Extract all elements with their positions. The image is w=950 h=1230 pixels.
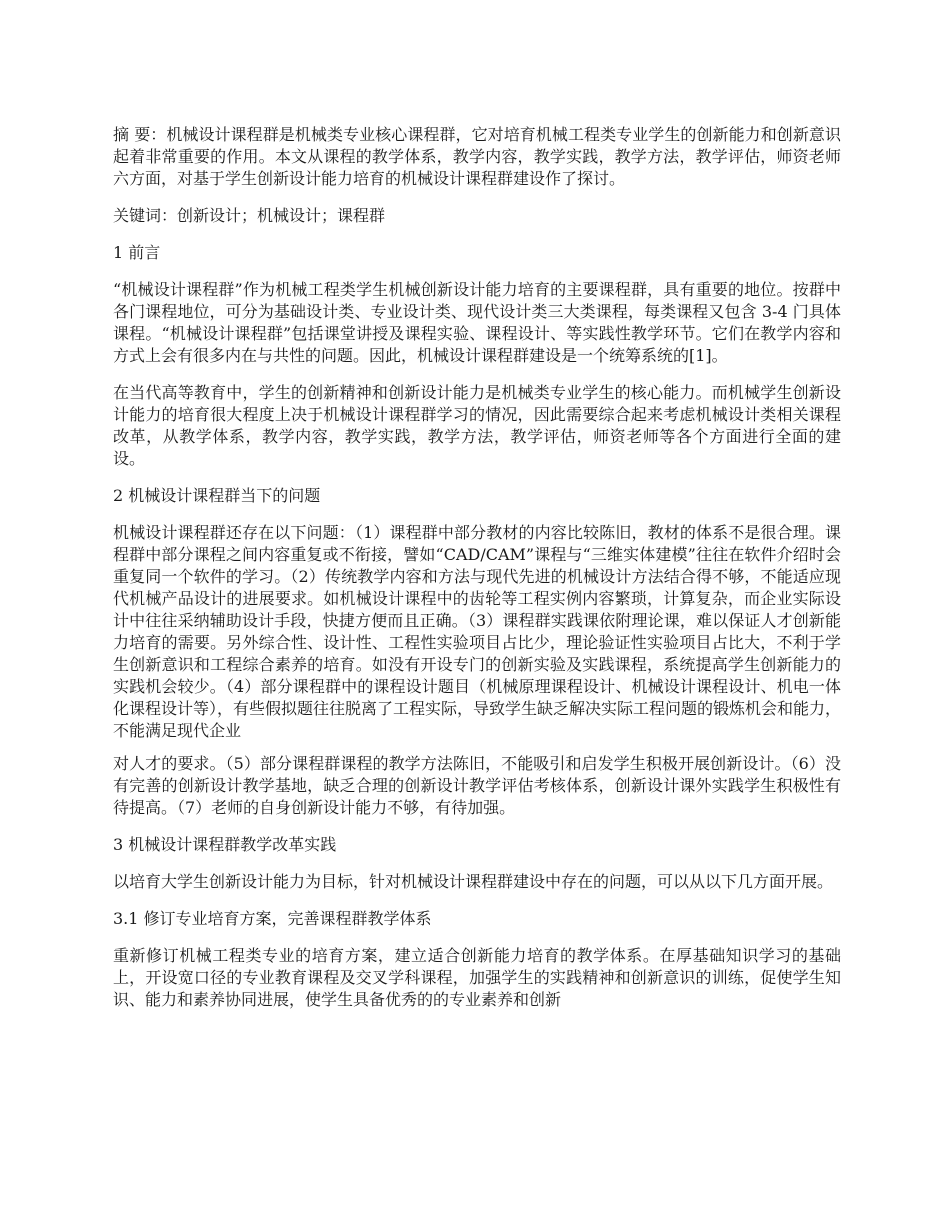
- section-3-heading: 3 机械设计课程群教学改革实践: [113, 835, 337, 854]
- section-2-heading: 2 机械设计课程群当下的问题: [113, 486, 321, 505]
- section-3-paragraph-1: 以培育大学生创新设计能力为目标，针对机械设计课程群建设中存在的问题，可以从以下几方面开展。: [113, 872, 834, 891]
- section-1-heading: 1 前言: [113, 243, 161, 262]
- keywords-line: 关键词：创新设计；机械设计；课程群: [113, 206, 386, 225]
- document-page: [113, 124, 841, 1026]
- section-2-paragraph-1: 机械设计课程群还存在以下问题：（1）课程群中部分教材的内容比较陈旧，教材的体系不是很合理。课程群中部分课程之间内容重复或不衔接，譬如“CAD/CAM”课程与“三维实体建模”往往在软件介绍时会重复同一个软件的学习。（2）传统教学内容和方法与现代先进的机械设计方法结合得不够，不能适应现代机械产品设计的进展要求。如机械设计课程中的齿轮等工程实例内容繁琐，计算复杂，而企业实际设计中往往采纳辅助设计手段，快捷方便而且正确。（3）课程群实践课依附理论课，难以保证人才创新能力培育的需要。另外综合性、设计性、工程性实验项目占比少，理论验证性实验项目占比大，不利于学生创新意识和工程综合素养的培育。如没有开设专门的创新实验及实践课程，系统提高学生创新能力的实践机会较少。（4）部分课程群中的课程设计题目（机械原理课程设计、机械设计课程设计、机电一体化课程设计等），有些假拟题往往脱离了工程实际，导致学生缺乏解决实际工程问题的锻炼机会和能力，不能满足现代企业: [113, 523, 842, 740]
- section-1-paragraph-1: “机械设计课程群”作为机械工程类学生机械创新设计能力培育的主要课程群，具有重要的地位。按群中各门课程地位，可分为基础设计类、专业设计类、现代设计类三大类课程，每类课程又包含 3-4 门具体课程。“机械设计课程群”包括课堂讲授及课程实验、课程设计、等实践性教学环节。它们在教学内容和方式上会有很多内在与共性的问题。因此，机械设计课程群建设是一个统筹系统的[1]。: [113, 280, 841, 365]
- section-1-paragraph-2: 在当代高等教育中，学生的创新精神和创新设计能力是机械类专业学生的核心能力。而机械学生创新设计能力的培育很大程度上决于机械设计课程群学习的情况，因此需要综合起来考虑机械设计类相关课程改革，从教学体系，教学内容，教学实践，教学方法，教学评估，师资老师等各个方面进行全面的建设。: [113, 383, 841, 468]
- section-2-paragraph-2: 对人才的要求。（5）部分课程群课程的教学方法陈旧，不能吸引和启发学生积极开展创新设计。（6）没有完善的创新设计教学基地，缺乏合理的创新设计教学评估考核体系，创新设计课外实践学生积极性有待提高。（7）老师的自身创新设计能力不够，有待加强。: [113, 754, 841, 817]
- abstract-paragraph: 摘 要：机械设计课程群是机械类专业核心课程群，它对培育机械工程类专业学生的创新能力和创新意识起着非常重要的作用。本文从课程的教学体系，教学内容，教学实践，教学方法，教学评估，师资老师六方面，对基于学生创新设计能力培育的机械设计课程群建设作了探讨。: [113, 125, 841, 188]
- section-3-1-paragraph-1: 重新修订机械工程类专业的培育方案，建立适合创新能力培育的教学体系。在厚基础知识学习的基础上，开设宽口径的专业教育课程及交叉学科课程，加强学生的实践精神和创新意识的训练，促使学生知识、能力和素养协同进展，使学生具备优秀的的专业素养和创新: [113, 946, 841, 1009]
- section-3-1-heading: 3.1 修订专业培育方案，完善课程群教学体系: [113, 909, 432, 928]
